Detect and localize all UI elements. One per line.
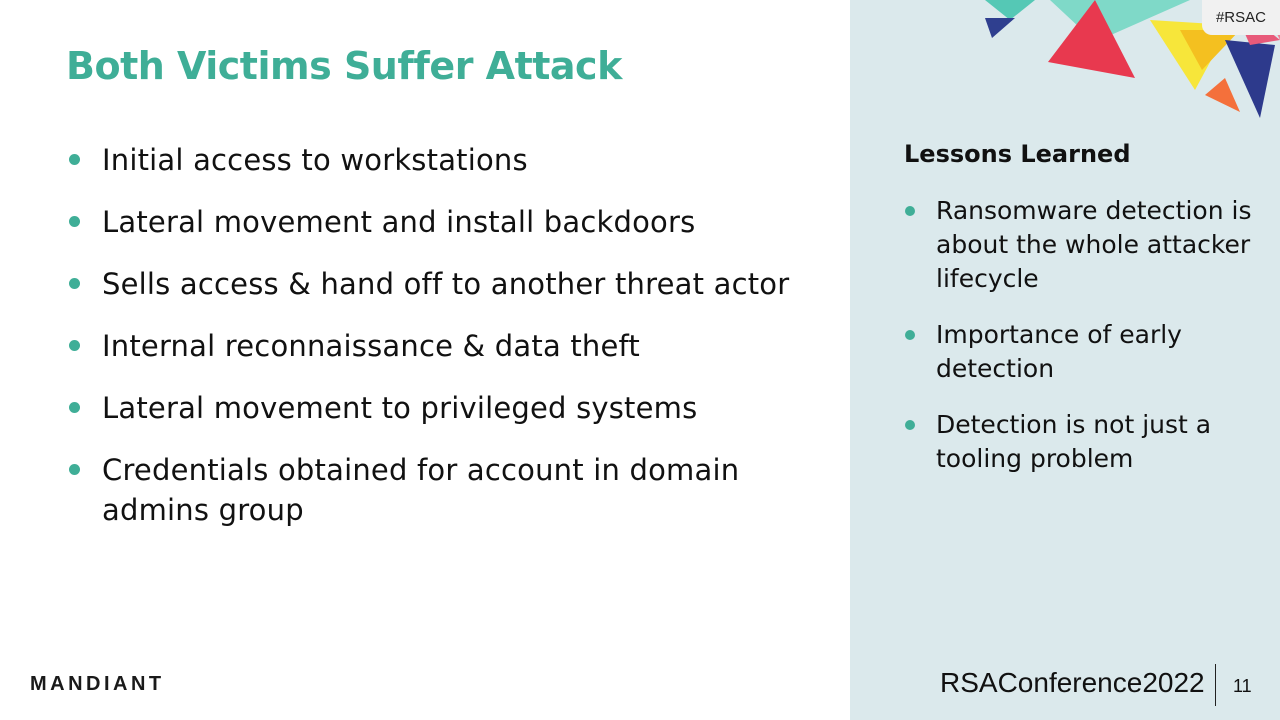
rsac-hashtag: #RSAC	[1202, 0, 1280, 35]
bullet-item: Initial access to workstations	[66, 140, 836, 180]
bullet-dot-icon	[69, 402, 80, 413]
lessons-list	[904, 194, 1264, 498]
slide-title: Both Victims Suffer Attack	[66, 44, 622, 88]
lesson-item: Importance of early detection	[904, 318, 1264, 386]
bullet-dot-icon	[905, 206, 915, 216]
main-bullet-list	[66, 140, 836, 552]
bullet-dot-icon	[905, 330, 915, 340]
bullet-item: Sells access & hand off to another threat actor	[66, 264, 836, 304]
page-number: 11	[1233, 676, 1252, 696]
lesson-item: Ransomware detection is about the whole attacker lifecycle	[904, 194, 1264, 296]
lesson-item: Detection is not just a tooling problem	[904, 408, 1264, 476]
mandiant-logo: MANDIANT	[30, 673, 165, 695]
footer-divider	[1215, 664, 1216, 706]
bullet-dot-icon	[69, 340, 80, 351]
bullet-item: Internal reconnaissance & data theft	[66, 326, 836, 366]
bullet-item: Credentials obtained for account in domain admins group	[66, 450, 836, 530]
bullet-dot-icon	[69, 154, 80, 165]
bullet-item: Lateral movement to privileged systems	[66, 388, 836, 428]
bullet-dot-icon	[69, 464, 80, 475]
bullet-dot-icon	[69, 278, 80, 289]
bullet-dot-icon	[69, 216, 80, 227]
bullet-dot-icon	[905, 420, 915, 430]
rsa-conference-logo: RSAConference2022	[940, 667, 1205, 698]
bullet-item: Lateral movement and install backdoors	[66, 202, 836, 242]
lessons-learned-heading: Lessons Learned	[904, 140, 1131, 168]
